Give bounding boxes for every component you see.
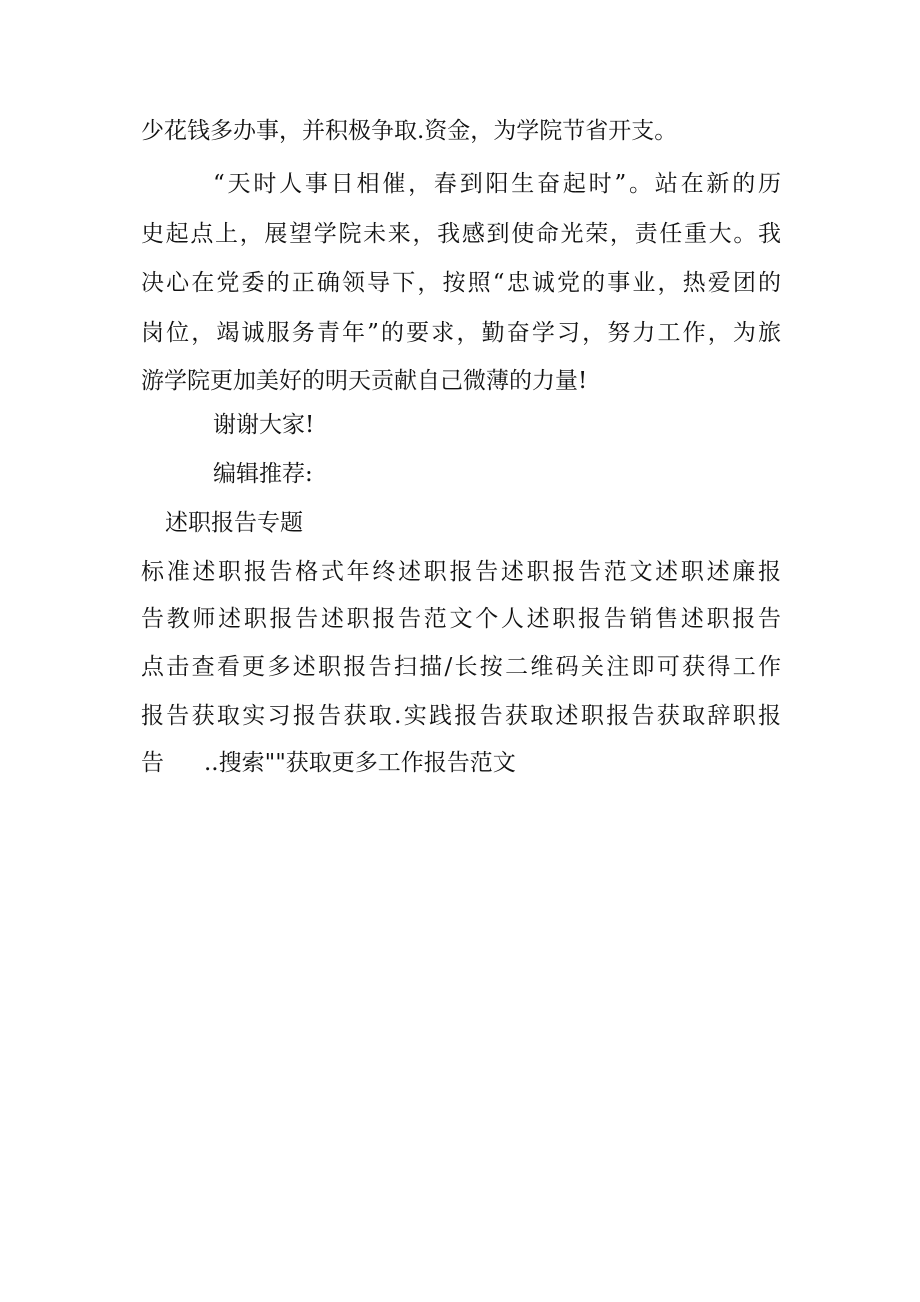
- paragraph-line: 岗位，竭诚服务青年”的要求，勤奋学习，努力工作，为旅: [141, 320, 781, 346]
- related-links-fragment: 告: [141, 750, 164, 776]
- related-links-fragment: ..搜索""获取更多工作报告范文: [204, 750, 516, 776]
- paragraph-line: 少花钱多办事，并积极争取.资金，为学院节省开支。: [141, 118, 678, 144]
- paragraph-line: “天时人事日相催，春到阳生奋起时”。站在新的历: [213, 171, 781, 197]
- paragraph-line: 决心在党委的正确领导下，按照“忠诚党的事业，热爱团的: [141, 270, 781, 296]
- paragraph-line: 史起点上，展望学院未来，我感到使命光荣，责任重大。我: [141, 221, 781, 247]
- thanks-text: 谢谢大家!: [213, 412, 315, 438]
- related-links-line: 标准述职报告格式年终述职报告述职报告范文述职述廉报: [141, 559, 781, 585]
- paragraph-line: 游学院更加美好的明天贡献自己微薄的力量!: [141, 368, 588, 394]
- related-links-line: 告教师述职报告述职报告范文个人述职报告销售述职报告: [141, 606, 781, 632]
- topic-title: 述职报告专题: [165, 510, 303, 536]
- related-links-line: 点击查看更多述职报告扫描/长按二维码关注即可获得工作: [141, 654, 781, 680]
- editor-recommend-label: 编辑推荐:: [213, 461, 313, 487]
- related-links-line: [141, 748, 781, 778]
- related-links-line: 报告获取实习报告获取.实践报告获取述职报告获取辞职报: [141, 703, 781, 729]
